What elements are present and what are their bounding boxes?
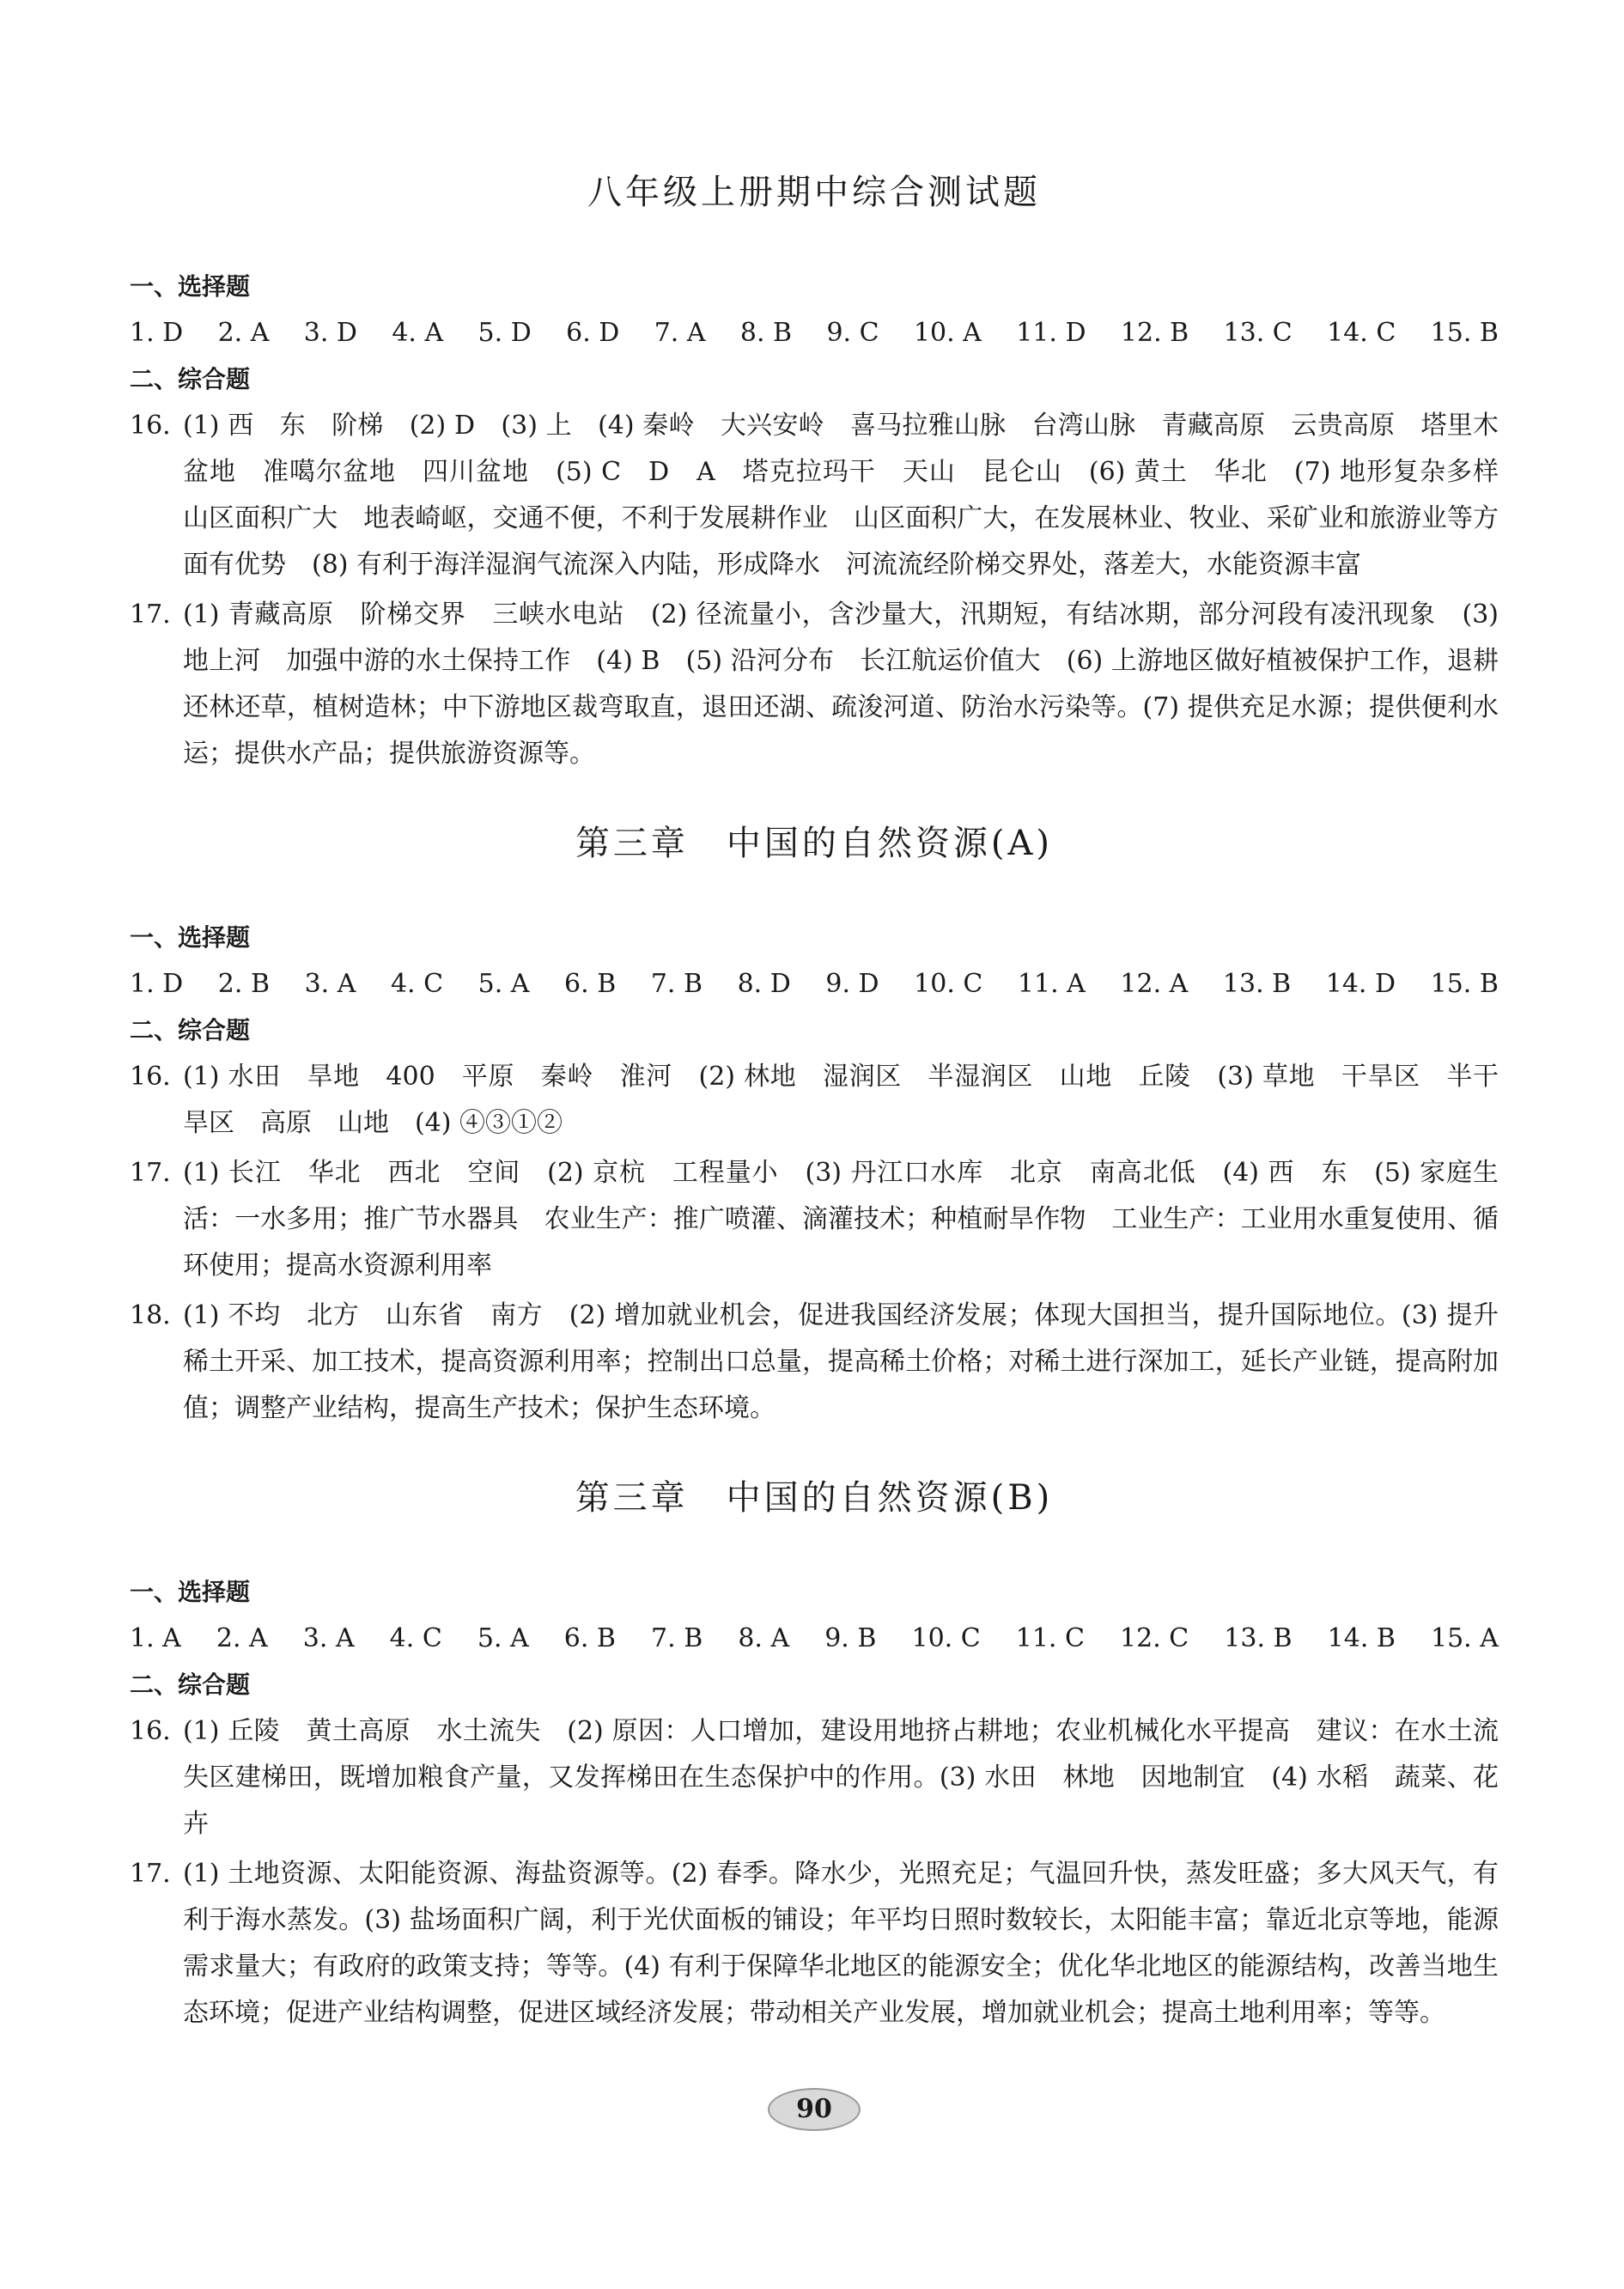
- choice-answer: 7. A: [654, 318, 706, 348]
- choice-answer: 13. B: [1222, 969, 1292, 999]
- question-number: 17.: [130, 600, 171, 630]
- choice-answer: 7. B: [650, 969, 703, 999]
- question-number: 16.: [130, 1716, 171, 1746]
- choice-answer: 6. B: [563, 1623, 616, 1653]
- choice-answer: 14. C: [1327, 318, 1396, 348]
- question-answer: (1) 水田 旱地 400 平原 秦岭 淮河 (2) 林地 湿润区 半湿润区 山地 丘陵 (3) 草地 干旱区 半干旱区 高原 山地 (4) ④③①②: [183, 1062, 1499, 1138]
- choice-answer: 7. B: [651, 1623, 703, 1653]
- choice-heading: 一、选择题: [130, 923, 251, 952]
- question-answer: (1) 不均 北方 山东省 南方 (2) 增加就业机会，促进我国经济发展；体现大国担当，提升国际地位。(3) 提升稀土开采、加工技术，提高资源利用率；控制出口总量，提高稀土价格；对稀土进行深加工，延长产业链，提高附加值；调整产业结构，提高生产技术；保护生态环境。: [183, 1300, 1499, 1423]
- choice-answer: 4. C: [390, 969, 444, 999]
- page-number: 90: [768, 2088, 861, 2131]
- section-title: 第三章 中国的自然资源(A): [575, 824, 1054, 863]
- choice-answer: 13. C: [1223, 318, 1293, 348]
- question-answer: (1) 丘陵 黄土高原 水土流失 (2) 原因：人口增加，建设用地挤占耕地；农业机械化水平提高 建议：在水土流失区建梯田，既增加粮食产量，又发挥梯田在生态保护中的作用。(3) 水田 林地 因地制宜 (4) 水稻 蔬菜、花卉: [183, 1716, 1499, 1839]
- question-answer: (1) 西 东 阶梯 (2) D (3) 上 (4) 秦岭 大兴安岭 喜马拉雅山脉 台湾山脉 青藏高原 云贵高原 塔里木盆地 准噶尔盆地 四川盆地 (5) C D A 塔克拉玛干 天山 昆仑山 (6) 黄土 华北 (7) 地形复杂多样 山区面积广大 地表崎岖，交通不便，不利于发展耕作业 山区面积广大，在发展林业、牧业、采矿业和旅游业等方面有优势 (8) 有利于海洋湿润气流深入内陆，形成降水 河流流经阶梯交界处，落差大，水能资源丰富: [183, 411, 1524, 580]
- choice-answer: 4. C: [389, 1623, 442, 1653]
- choice-answer: 3. A: [302, 1623, 355, 1653]
- choice-answer: 14. D: [1325, 969, 1396, 999]
- section-title: 八年级上册期中综合测试题: [587, 173, 1041, 212]
- question-16: [130, 403, 1524, 588]
- choice-answer: 2. B: [217, 969, 270, 999]
- choice-heading: 一、选择题: [130, 272, 251, 301]
- choice-answer: 4. A: [392, 318, 444, 348]
- question-16: [130, 1708, 1499, 1848]
- choice-answer: 8. B: [739, 318, 793, 348]
- question-18: [130, 1293, 1499, 1432]
- choice-answer: 5. D: [477, 318, 532, 348]
- choice-answer: 11. A: [1017, 969, 1086, 999]
- question-answer: (1) 长江 华北 西北 空间 (2) 京杭 工程量小 (3) 丹江口水库 北京 南高北低 (4) 西 东 (5) 家庭生活：一水多用；推广节水器具 农业生产：推广喷灌、滴灌技术；种植耐旱作物 工业生产：工业用水重复使用、循环使用；提高水资源利用率: [183, 1158, 1499, 1281]
- comp-heading: 二、综合题: [130, 1016, 251, 1044]
- question-number: 17.: [130, 1859, 171, 1889]
- choice-answer: 11. D: [1016, 318, 1086, 348]
- choice-answer: 9. D: [825, 969, 879, 999]
- question-number: 16.: [130, 411, 171, 441]
- choice-answer: 12. C: [1120, 1623, 1189, 1653]
- choice-answer: 5. A: [477, 969, 530, 999]
- question-number: 18.: [130, 1300, 171, 1330]
- choice-answer: 12. B: [1120, 318, 1189, 348]
- choice-answer: 8. A: [738, 1623, 790, 1653]
- choice-answer: 1. A: [130, 1623, 181, 1653]
- choice-answer: 10. A: [913, 318, 982, 348]
- question-answer: (1) 土地资源、太阳能资源、海盐资源等。(2) 春季。降水少，光照充足；气温回升快，蒸发旺盛；多大风天气，有利于海水蒸发。(3) 盐场面积广阔，利于光伏面板的铺设；年平均日照时数较长，太阳能丰富；靠近北京等地，能源需求量大；有政府的政策支持；等等。(4) 有利于保障华北地区的能源安全；优化华北地区的能源结构，改善当地生态环境；促进产业结构调整，促进区域经济发展；带动相关产业发展，增加就业机会；提高土地利用率；等等。: [183, 1859, 1499, 2028]
- question-16: [130, 1054, 1499, 1147]
- choice-answer: 14. B: [1327, 1623, 1396, 1653]
- choice-answer: 3. A: [304, 969, 356, 999]
- question-answer: (1) 青藏高原 阶梯交界 三峡水电站 (2) 径流量小，含沙量大，汛期短，有结冰期，部分河段有凌汛现象 (3) 地上河 加强中游的水土保持工作 (4) B (5) 沿河分布 长江航运价值大 (6) 上游地区做好植被保护工作，退耕还林还草，植树造林；中下游地区裁弯取直，退田还湖、疏浚河道、防治水污染等。(7) 提供充足水源；提供便利水运；提供水产品；提供旅游资源等。: [183, 600, 1499, 769]
- choice-answer: 15. A: [1431, 1623, 1499, 1653]
- choice-answers: [130, 961, 1499, 1008]
- choice-answer: 13. B: [1224, 1623, 1293, 1653]
- choice-answer: 11. C: [1015, 1623, 1085, 1653]
- choice-answer: 9. B: [824, 1623, 877, 1653]
- choice-answer: 10. C: [911, 1623, 981, 1653]
- question-number: 17.: [130, 1158, 171, 1188]
- question-number: 16.: [130, 1062, 171, 1092]
- question-17: [130, 1851, 1499, 2036]
- comp-heading: 二、综合题: [130, 1671, 251, 1699]
- choice-answer: 10. C: [914, 969, 983, 999]
- question-17: [130, 1150, 1499, 1289]
- section-title: 第三章 中国的自然资源(B): [575, 1478, 1054, 1518]
- choice-answer: 8. D: [737, 969, 791, 999]
- choice-answers: [130, 1616, 1499, 1662]
- choice-answer: 1. D: [130, 318, 184, 348]
- choice-heading: 一、选择题: [130, 1578, 251, 1606]
- choice-answer: 9. C: [826, 318, 879, 348]
- choice-answer: 1. D: [130, 969, 184, 999]
- choice-answer: 2. A: [217, 318, 270, 348]
- choice-answer: 15. B: [1430, 318, 1499, 348]
- question-17: [130, 592, 1499, 777]
- choice-answers: [130, 310, 1499, 356]
- comp-heading: 二、综合题: [130, 365, 251, 393]
- choice-answer: 6. D: [566, 318, 620, 348]
- choice-answer: 3. D: [303, 318, 357, 348]
- choice-answer: 2. A: [216, 1623, 268, 1653]
- choice-answer: 15. B: [1430, 969, 1499, 999]
- choice-answer: 6. B: [564, 969, 617, 999]
- choice-answer: 12. A: [1120, 969, 1189, 999]
- choice-answer: 5. A: [477, 1623, 529, 1653]
- page-number-wrap: [130, 2088, 1499, 2131]
